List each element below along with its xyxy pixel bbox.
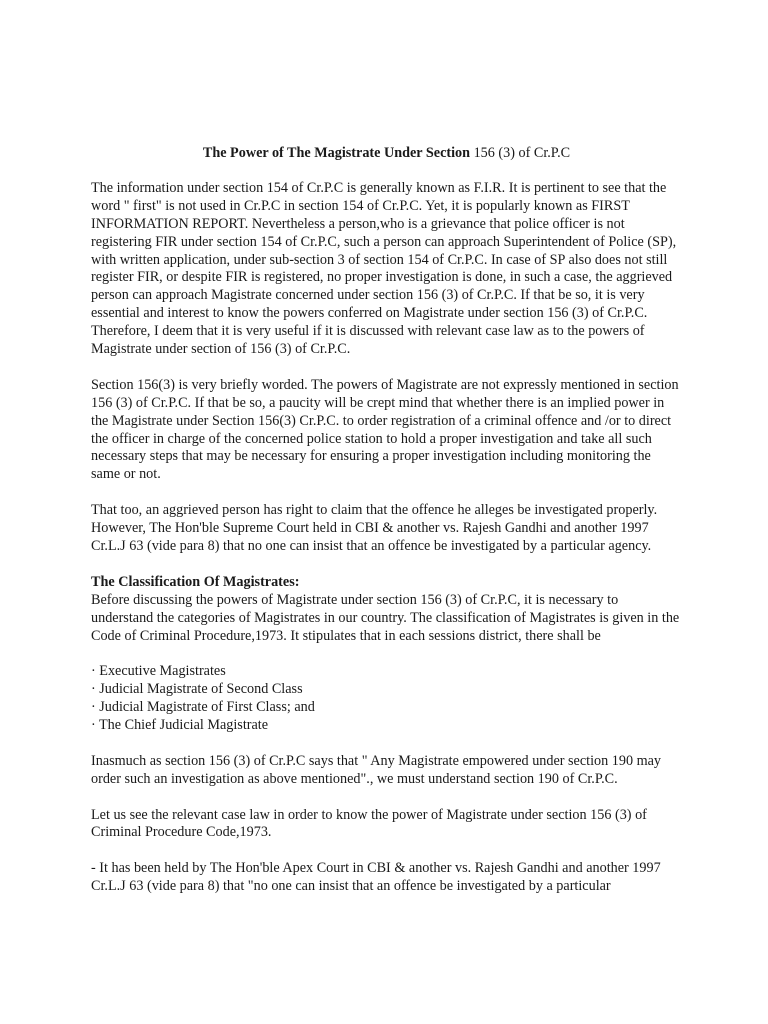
- paragraph-classification: Before discussing the powers of Magistrate under section 156 (3) of Cr.P.C, it is necessary to understand the categories of Magistrates in our country. The classification of Magistrates is given in the Code of Criminal Procedure,1973. It stipulates that in each sessions district, there shall be: [91, 591, 680, 644]
- list-item: · Executive Magistrates: [91, 663, 226, 680]
- list-item: · Judicial Magistrate of Second Class: [91, 681, 303, 698]
- paragraph-apex-court: - It has been held by The Hon'ble Apex Court in CBI & another vs. Rajesh Gandhi and another 1997 Cr.L.J 63 (vide para 8) that "no one can insist that an offence be investigated by a particular: [91, 860, 661, 895]
- list-item: · The Chief Judicial Magistrate: [91, 717, 269, 734]
- document-title: [91, 145, 682, 163]
- title-bold-part: The Power of The Magistrate Under Section: [202, 145, 471, 161]
- list-item: · Judicial Magistrate of First Class; and: [91, 699, 315, 716]
- paragraph-section-190: Inasmuch as section 156 (3) of Cr.P.C says that " Any Magistrate empowered under section 190 may order such an investigation as above mentioned"., we must understand section 190 of Cr.P.C.: [91, 752, 662, 787]
- paragraph-case-law-intro: Let us see the relevant case law in order to know the power of Magistrate under section 156 (3) of Criminal Procedure Code,1973.: [91, 806, 647, 841]
- paragraph-section-156-wording: Section 156(3) is very briefly worded. The powers of Magistrate are not expressly mentioned in section 156 (3) of Cr.P.C. If that be so, a paucity will be crept mind that whether there is an implied power in the Magistrate under Section 156(3) Cr.P.C. to order registration of a criminal offence and /or to direct the officer in charge of the concerned police station to hold a proper investigation and take all such necessary steps that may be necessary for ensuring a proper investigation including monitoring the same or not.: [91, 376, 679, 483]
- section-heading-classification: The Classification Of Magistrates:: [91, 573, 300, 590]
- title-rest-part: 156 (3) of Cr.P.C: [470, 145, 571, 161]
- magistrate-list: [91, 663, 682, 735]
- paragraph-aggrieved-person: That too, an aggrieved person has right to claim that the offence he alleges be investigated properly. However, The Hon'ble Supreme Court held in CBI & another vs. Rajesh Gandhi and another 1997 Cr.L.J 63 (vide para 8) that no one can insist that an offence be investigated by a particular agency.: [91, 502, 658, 554]
- paragraph-fir-intro: The information under section 154 of Cr.P.C is generally known as F.I.R. It is pertinent to see that the word " first" is not used in Cr.P.C in section 154 of Cr.P.C. Yet, it is popularly known as FIRST INFORMATION REPORT. Nevertheless a person,who is a grievance that police officer is not registering FIR under section 154 of Cr.P.C, such a person can approach Superintendent of Police (SP), with written application, under sub-section 3 of section 154 of Cr.P.C. In case of SP also does not still register FIR, or despite FIR is registered, no proper investigation is done, in such a case, the aggrieved person can approach Magistrate concerned under section 156 (3) of Cr.P.C. If that be so, it is very essential and interest to know the powers conferred on Magistrate under section 156 (3) of Cr.P.C. Therefore, I deem that it is very useful if it is discussed with relevant case law as to the powers of Magistrate under section of 156 (3) of Cr.P.C.: [91, 179, 677, 358]
